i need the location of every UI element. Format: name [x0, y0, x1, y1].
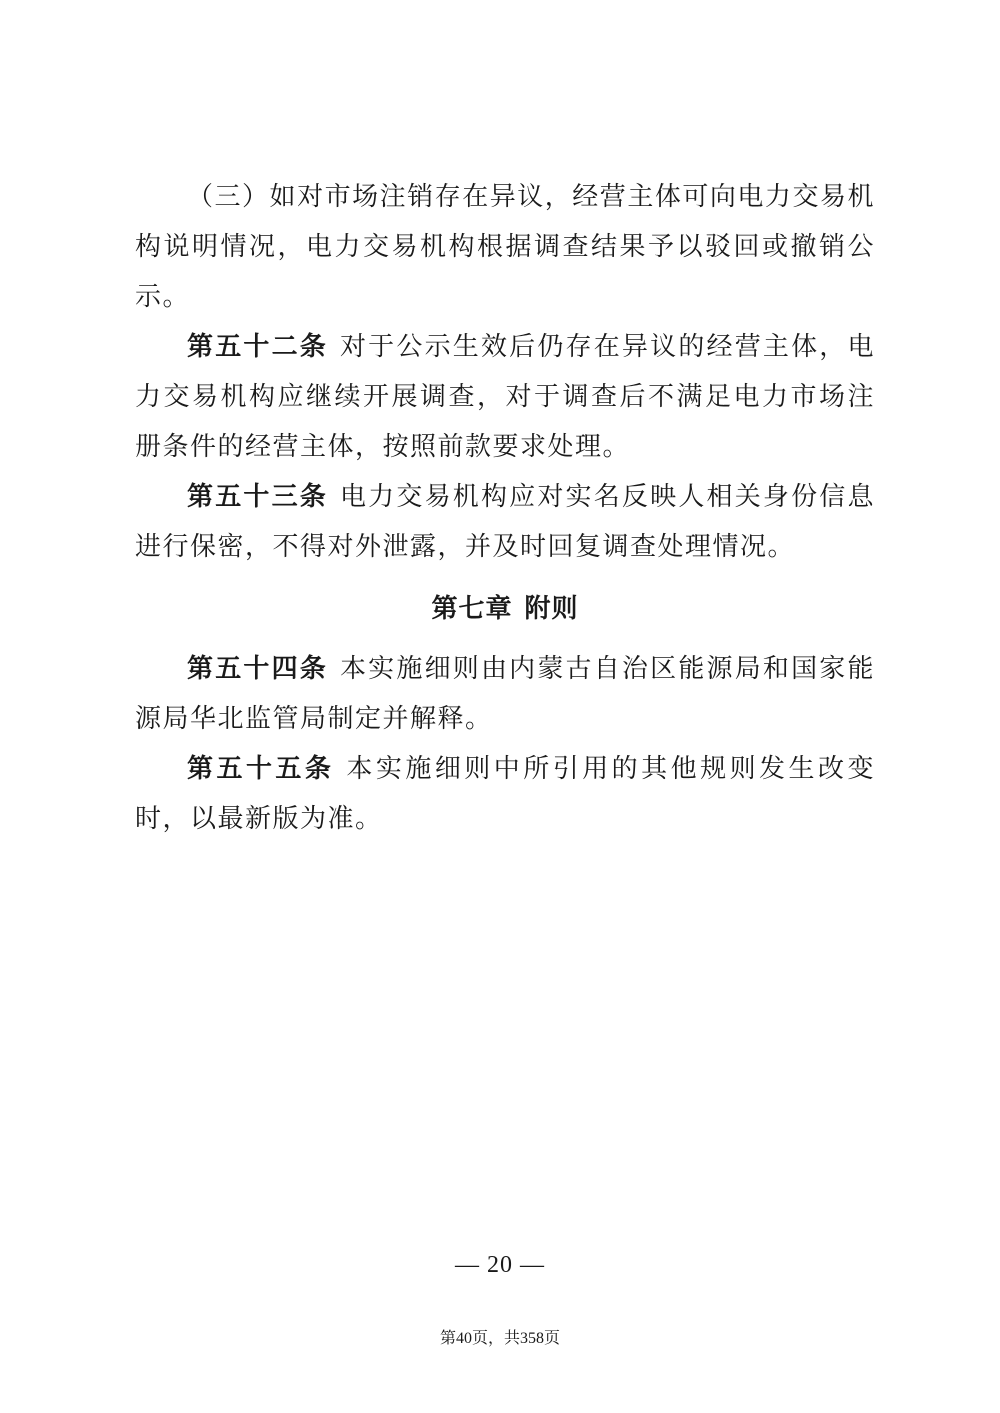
article-number: 第五十三条 — [187, 482, 328, 512]
clause-text: （三）如对市场注销存在异议，经营主体可向电力交易机构说明情况，电力交易机构根据调查结果予以驳回或撤销公示。 — [135, 182, 875, 312]
article-text: 本实施细则中所引用的其他规则发生改变时，以最新版为准。 — [135, 754, 875, 834]
page-number: — 20 — — [455, 1252, 545, 1278]
article-53 — [135, 472, 875, 572]
clause-paragraph — [135, 172, 875, 322]
document-body — [135, 172, 875, 844]
article-52 — [135, 322, 875, 472]
chapter-title: 附则 — [524, 594, 579, 624]
chapter-heading — [135, 584, 875, 634]
article-text: 电力交易机构应对实名反映人相关身份信息进行保密，不得对外泄露，并及时回复调查处理情况。 — [135, 482, 875, 562]
article-text: 本实施细则由内蒙古自治区能源局和国家能源局华北监管局制定并解释。 — [135, 654, 875, 734]
article-55 — [135, 744, 875, 844]
article-text: 对于公示生效后仍存在异议的经营主体，电力交易机构应继续开展调查，对于调查后不满足电力市场注册条件的经营主体，按照前款要求处理。 — [135, 332, 875, 462]
chapter-number: 第七章 — [431, 594, 513, 624]
page-count-footer: 第40页，共358页 — [439, 1330, 560, 1347]
article-number: 第五十四条 — [187, 654, 328, 684]
article-number: 第五十五条 — [187, 754, 335, 784]
article-54 — [135, 644, 875, 744]
article-number: 第五十二条 — [187, 332, 328, 362]
